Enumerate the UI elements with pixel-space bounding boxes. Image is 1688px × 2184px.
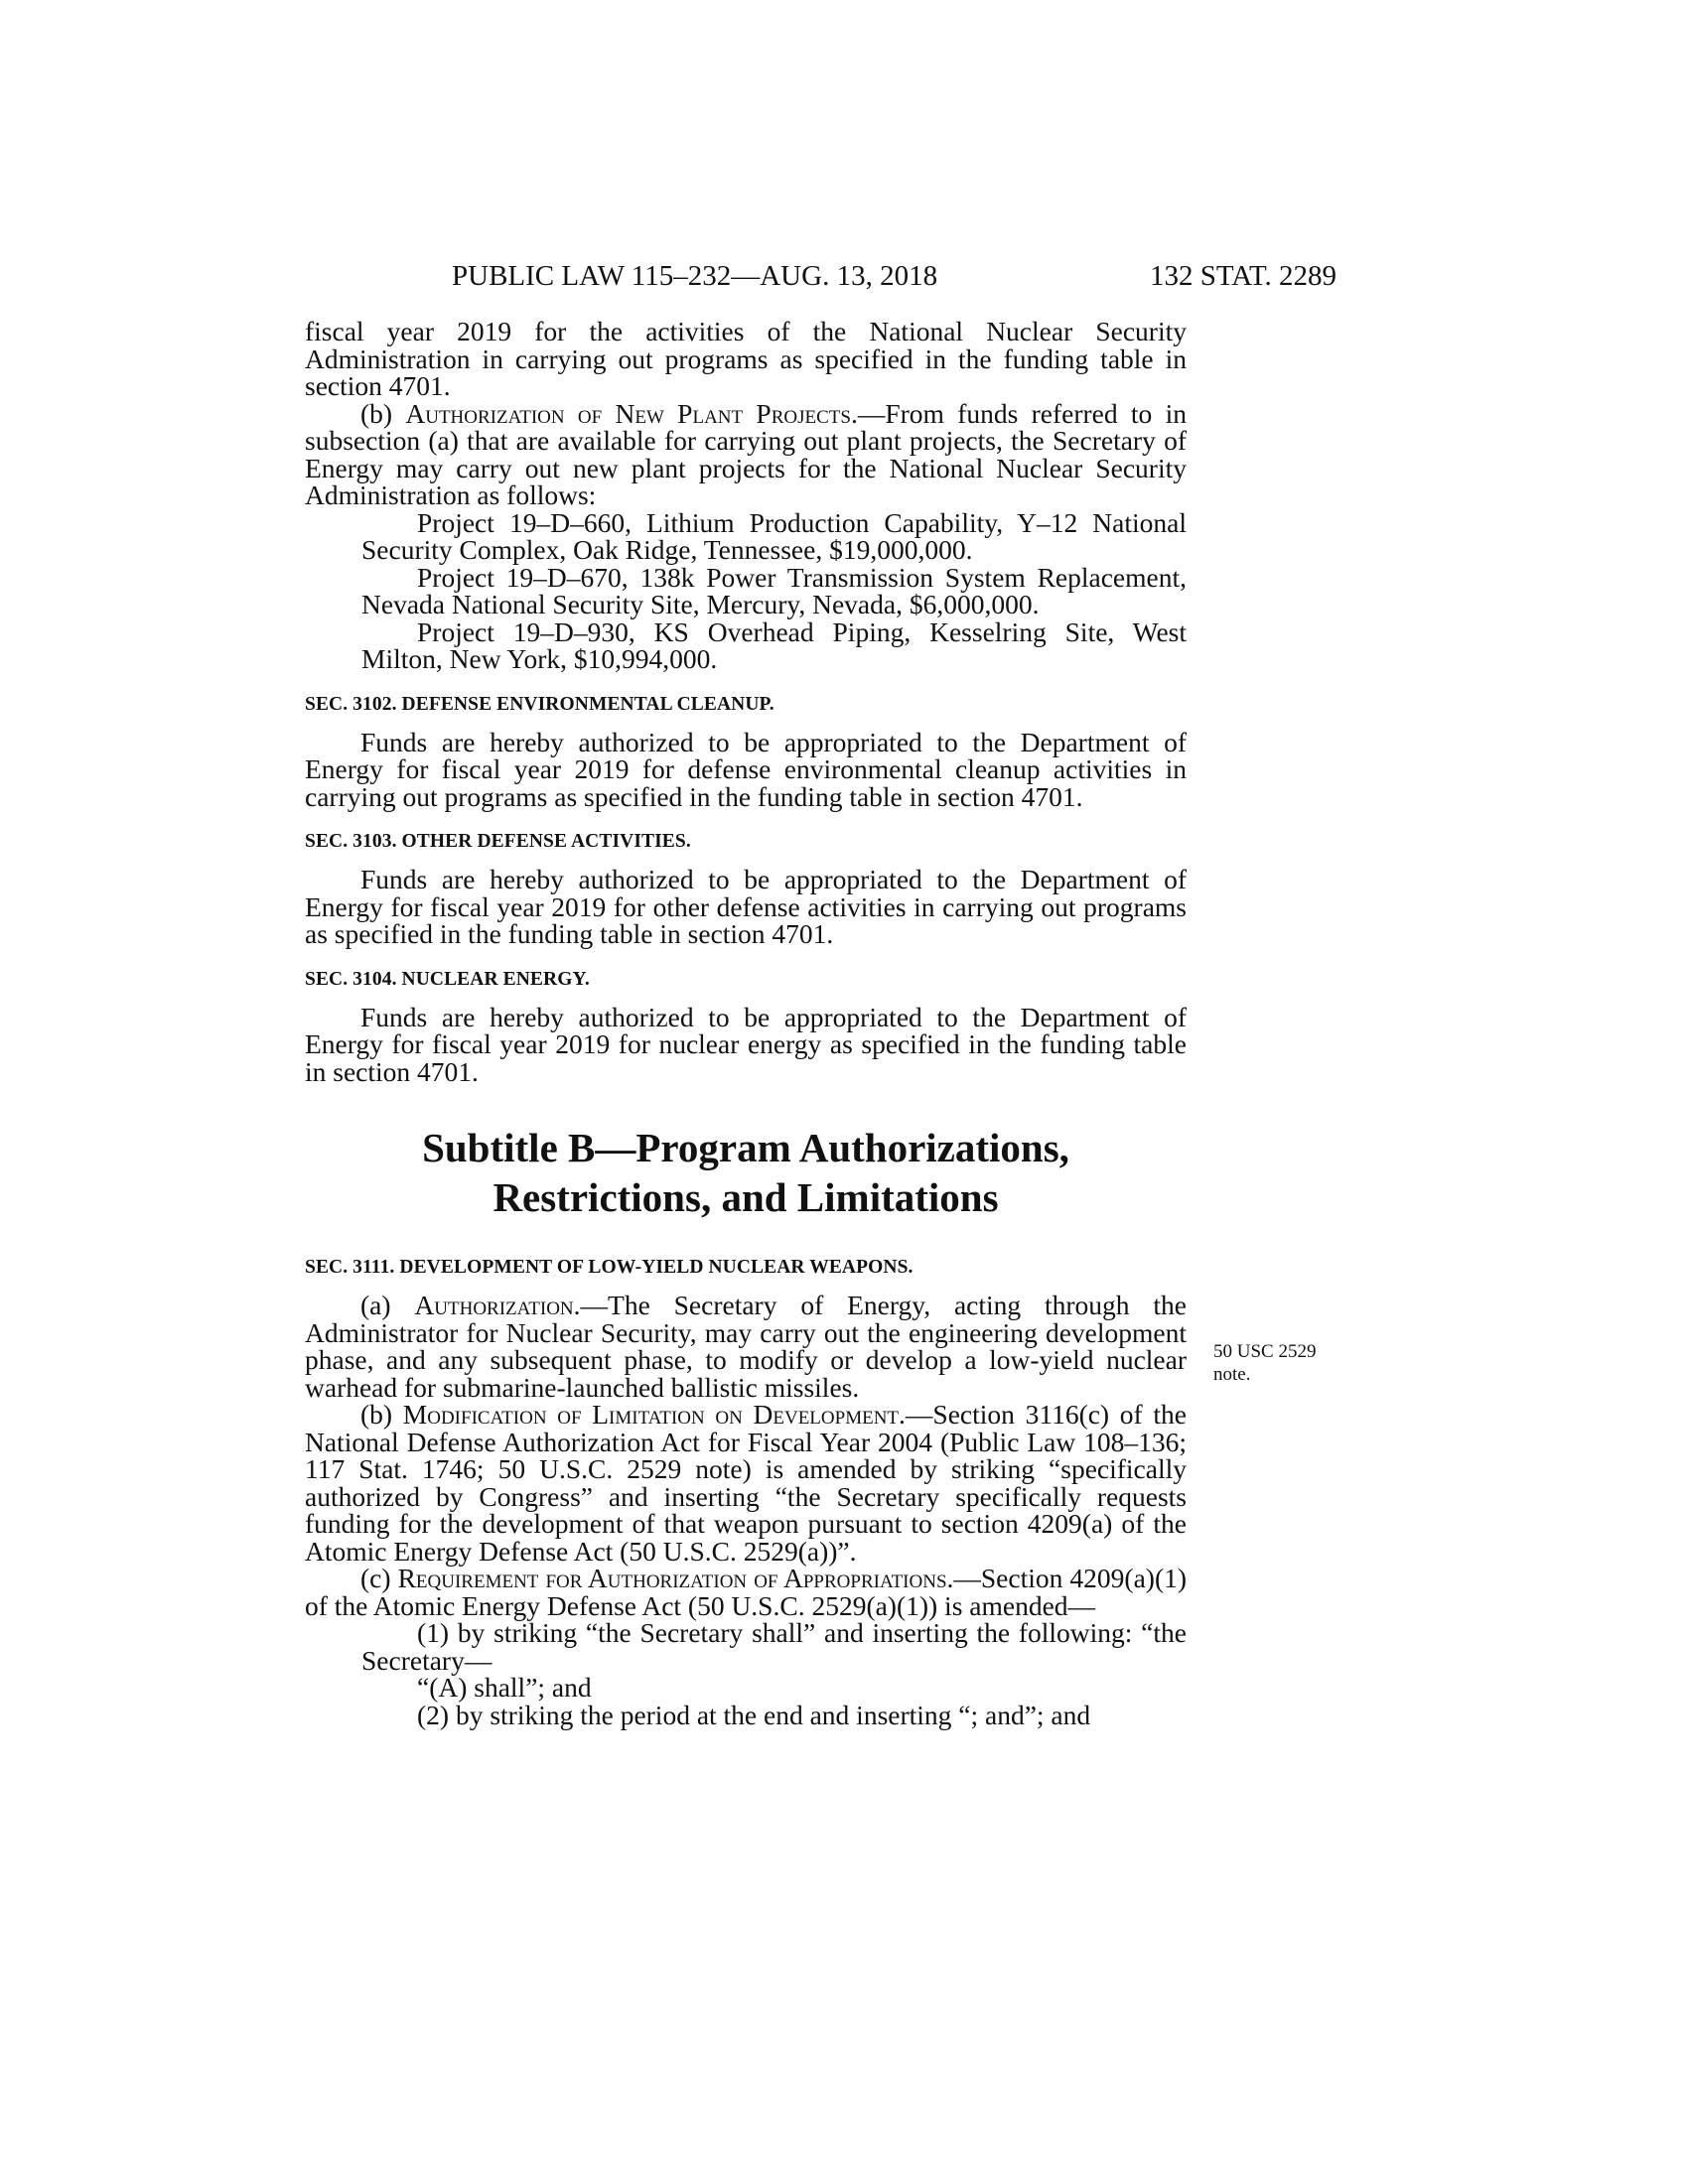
subtitle-line-1: Subtitle B—Program Authorizations, — [422, 1125, 1069, 1170]
margin-note-label: note. — [1213, 1364, 1251, 1385]
subsection-caption: Authorization of New Plant Projects. — [405, 397, 858, 429]
subsection-text: —The Secretary of Energy, acting through the Administrator for Nuclear Security, may carry out the engineering development phase, and any subsequent phase, to modify or develop a low-yield nuclear warhead for submarine-launched ballistic missiles. — [305, 1290, 1188, 1403]
section-3103-text: Funds are hereby authorized to be appropriated to the Department of Energy for fiscal year 2019 for other defense activities in carrying out programs as specified in the funding table in section 4701. — [305, 864, 1187, 949]
margin-note-citation: 50 USC 2529 — [1213, 1341, 1317, 1362]
paragraph-1: (1) by striking “the Secretary shall” and inserting the following: “the Secretary— — [361, 1617, 1187, 1676]
section-heading-3103: SEC. 3103. OTHER DEFENSE ACTIVITIES. — [305, 831, 691, 852]
section-3102-text: Funds are hereby authorized to be appropriated to the Department of Energy for fiscal year 2019 for defense environmental cleanup activities in carrying out programs as specified in the funding table in section 4701. — [305, 726, 1187, 812]
quoted-subparagraph-a: “(A) shall”; and — [417, 1672, 592, 1703]
project-item: Project 19–D–660, Lithium Production Capability, Y–12 National Security Complex, Oak Ridge, Tennessee, $19,000,000. — [361, 506, 1187, 565]
margin-note — [1213, 1340, 1352, 1386]
project-item: Project 19–D–930, KS Overhead Piping, Kesselring Site, West Milton, New York, $10,994,000. — [361, 615, 1187, 674]
paragraph-2: (2) by striking the period at the end and inserting “; and”; and — [417, 1699, 1091, 1730]
subsection-label: (b) — [360, 1399, 393, 1430]
subsection-caption: Modification of Limitation on Development. — [402, 1399, 906, 1430]
running-head — [0, 256, 1688, 296]
public-law-title: PUBLIC LAW 115–232—AUG. 13, 2018 — [452, 260, 938, 292]
section-heading-3102: SEC. 3102. DEFENSE ENVIRONMENTAL CLEANUP. — [305, 693, 774, 715]
subsection-caption: Requirement for Authorization of Appropriations. — [397, 1563, 954, 1593]
continued-paragraph: fiscal year 2019 for the activities of the National Nuclear Security Administration in carrying out programs as specified in the funding table in section 4701. — [305, 316, 1187, 401]
section-heading-3104: SEC. 3104. NUCLEAR ENERGY. — [305, 968, 590, 990]
subtitle-line-2: Restrictions, and Limitations — [492, 1174, 999, 1220]
subsection-caption: Authorization. — [414, 1290, 581, 1320]
section-heading-3111: SEC. 3111. DEVELOPMENT OF LOW-YIELD NUCLEAR WEAPONS. — [305, 1257, 914, 1278]
subsection-text: —Section 3116(c) of the National Defense Authorization Act for Fiscal Year 2004 (Public Law 108–136; 117 Stat. 1746; 50 U.S.C. 2529 note) is amended by striking “specifically authorized by Congress” and inserting “the Secretary specifically requests funding for the development of that weapon pursuant to section 4209(a) of the Atomic Energy Defense Act (50 U.S.C. 2529(a))”. — [305, 1399, 1187, 1567]
subsection-label: (b) — [360, 397, 393, 429]
subsection-text: —From funds referred to in subsection (a) that are available for carrying out plant projects, the Secretary of Energy may carry out new plant projects for the National Nuclear Security Administration as follows: — [305, 397, 1187, 510]
body-text-column — [305, 318, 1187, 1728]
subsection-label: (a) — [360, 1290, 391, 1320]
subsection-label: (c) — [360, 1563, 391, 1593]
subsection-c-requirement — [305, 1565, 1187, 1619]
project-item: Project 19–D–670, 138k Power Transmission System Replacement, Nevada National Security Site, Mercury, Nevada, $6,000,000. — [361, 561, 1187, 619]
subsection-a-authorization — [305, 1292, 1187, 1401]
subsection-b-new-plant-projects — [305, 397, 1187, 510]
section-3104-text: Funds are hereby authorized to be appropriated to the Department of Energy for fiscal year 2019 for nuclear energy as specified in the funding table in section 4701. — [305, 1001, 1187, 1087]
statute-page-reference: 132 STAT. 2289 — [1150, 260, 1337, 292]
subsection-text: —Section 4209(a)(1) of the Atomic Energy Defense Act (50 U.S.C. 2529(a)(1)) is amended— — [305, 1563, 1188, 1621]
subtitle-heading — [305, 1123, 1187, 1222]
subsection-b-modification — [305, 1401, 1187, 1565]
